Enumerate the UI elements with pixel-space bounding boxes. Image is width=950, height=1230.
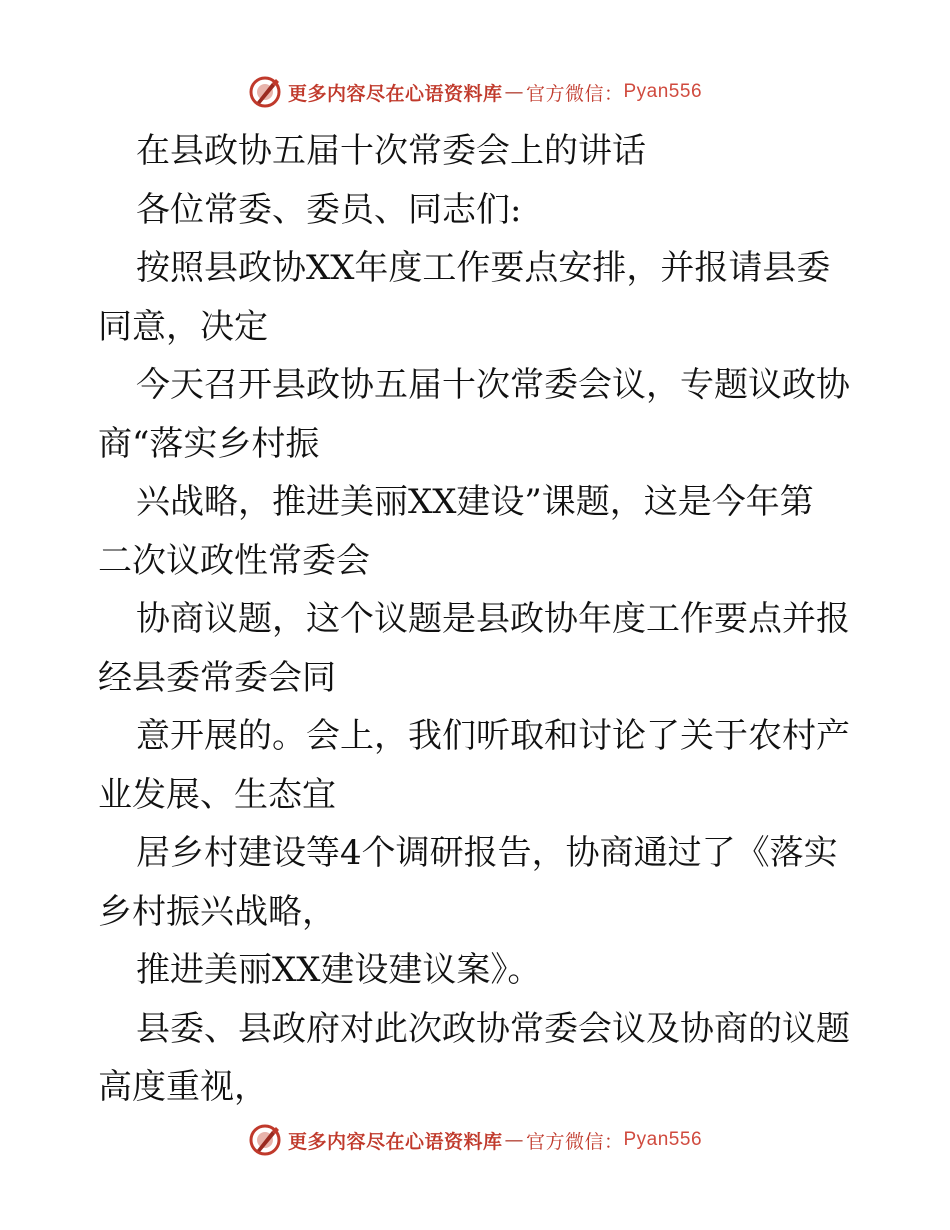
- pen-circle-logo-icon: [248, 1123, 282, 1157]
- text-line: 商“落实乡村振: [98, 423, 320, 464]
- banner-dash: —: [504, 81, 524, 103]
- text-line: 意开展的。会上，我们听取和讨论了关于农村产: [136, 716, 850, 756]
- text-line: 同意，决定: [98, 306, 268, 347]
- banner-wechat-label: 官方微信：: [525, 82, 624, 105]
- pen-circle-logo-icon: [248, 75, 282, 109]
- text-line: 居乡村建设等4个调研报告，协商通过了《落实: [136, 833, 838, 873]
- text-line: 今天召开县政协五届十次常委会议，专题议政协: [136, 365, 850, 405]
- text-line: 经县委常委会同: [98, 657, 336, 698]
- text-line: 各位常委、委员、同志们:: [136, 189, 522, 230]
- text-line: 按照县政协XX年度工作要点安排，并报请县委: [136, 248, 831, 288]
- text-line: 二次议政性常委会: [98, 540, 370, 581]
- text-line: 推进美丽XX建设建议案》。: [136, 950, 542, 990]
- banner-wechat-id: Pyan556: [623, 1129, 703, 1150]
- document-body: [98, 122, 858, 1117]
- header-banner: [0, 72, 950, 112]
- text-line: 高度重视，: [98, 1067, 268, 1107]
- text-line: 县委、县政府对此次政协常委会议及协商的议题: [136, 1008, 850, 1049]
- text-line: 乡村振兴战略，: [98, 891, 336, 932]
- text-line: 兴战略，推进美丽XX建设”课题，这是今年第: [136, 482, 814, 522]
- footer-banner: [0, 1120, 950, 1160]
- banner-site-text: 更多内容尽在心语资料库: [287, 82, 503, 105]
- banner-wechat-label: 官方微信：: [525, 1130, 624, 1153]
- text-line: 协商议题，这个议题是县政协年度工作要点并报: [136, 599, 850, 639]
- text-line: 在县政协五届十次常委会上的讲话: [136, 131, 646, 171]
- text-line: 业发展、生态宜: [98, 774, 336, 815]
- banner-wechat-id: Pyan556: [623, 81, 703, 102]
- banner-site-text: 更多内容尽在心语资料库: [287, 1130, 503, 1153]
- banner-dash: —: [504, 1129, 524, 1151]
